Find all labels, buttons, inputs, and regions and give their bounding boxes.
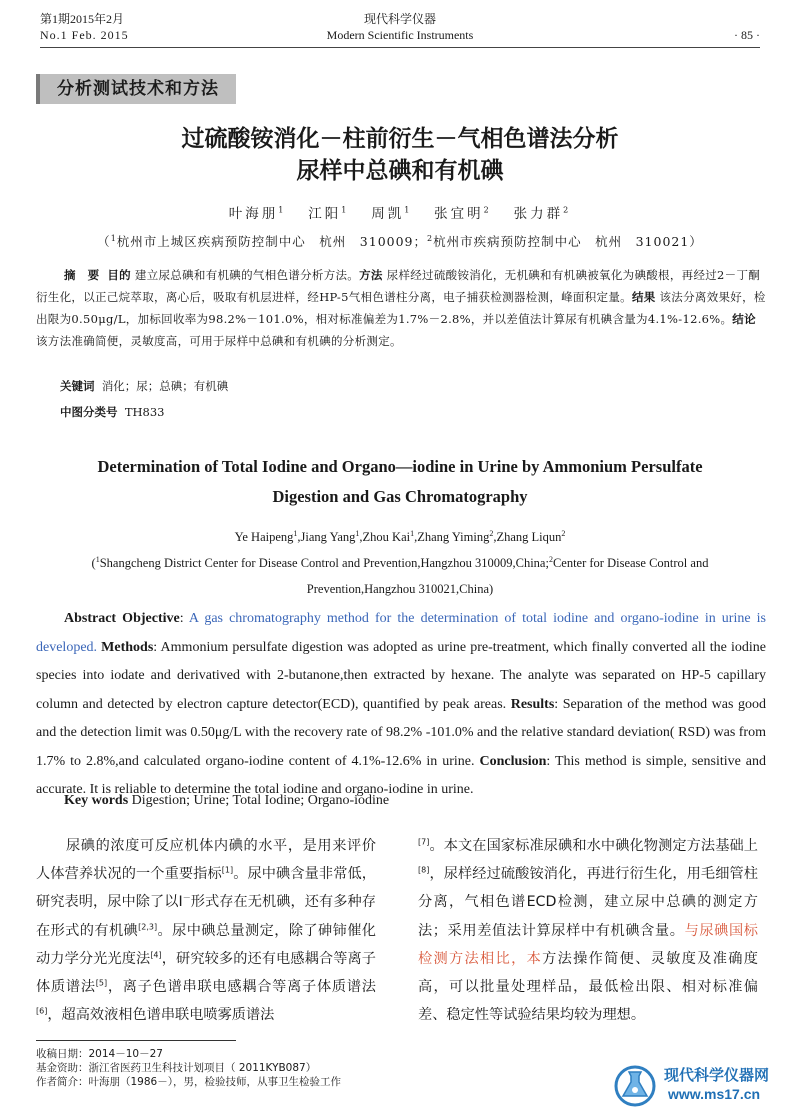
citation: [8] (418, 865, 430, 875)
affiliation-cn (40, 232, 760, 250)
body-text: 。尿中碘含量非常低，研究表明，尿中除了以I (36, 866, 376, 911)
conclusion-text: 该方法准确简便，灵敏度高，可用于尿样中总碘和有机碘的分析测定。 (36, 334, 402, 348)
conclusion-label: 结论 (732, 312, 756, 326)
author-cn: 张宜明 (434, 206, 484, 222)
body-text: 方法操作简便、灵敏度及准确度高，可以批量处理样品，最低检出限、相对标准偏差、稳定性等试验结果均较为理想。 (418, 950, 758, 1024)
methods-en-text: : Ammonium persulfate digestion was adopted as urine pre-treatment, which finally converted all the iodine species into iodate and derivatived with 2-butanone,then extracted by hexane. The analyte was separated on HP-5 capillary column and detected by electron capture detector(ECD), quantified by peak areas. (36, 639, 766, 712)
conclusion-en-label: Conclusion (479, 753, 547, 769)
funding-note: 基金资助：浙江省医药卫生科技计划项目（ 2011KYB087） (36, 1062, 317, 1074)
page-number: · 85 · (734, 28, 760, 42)
abstract-label: 摘 要 (64, 268, 100, 282)
clc-number (60, 404, 164, 420)
watermark-name: 现代科学仪器网 (664, 1066, 770, 1084)
abstract-en-label: Abstract Objective (64, 611, 180, 626)
affiliation-en-2a: Center for Disease Control and (552, 556, 709, 570)
author-en: Zhou Kai (362, 530, 411, 544)
body-text: ，尿样经过硫酸铵消化，再进行衍生化，用毛细管柱分离，气相色谱ECD检测，建立尿中总碘的测定方法；采用差值法计算尿样中有机碘含量。 (418, 866, 758, 939)
title-en-line1: Determination of Total Iodine and Organo—iodine in Urine by Ammonium Persulfate (97, 457, 703, 476)
body-text: 。尿中碘总量测定，除了砷铈催化动力学分光光度法 (36, 922, 376, 967)
authors-en: Ye Haipeng$^1$,Jiang Yang$^1$,Zhou Kai$^1$,Zhang Yiming$^2$,Zhang Liqun$^2$ (234, 528, 566, 544)
keywords-text: 消化；尿；总碘；有机碘 (101, 379, 229, 393)
author-sup: 2 (561, 528, 566, 538)
body-text: 形式存在无机碘，还有多种存在形式的有机碘 (36, 894, 376, 939)
flask-logo-icon (612, 1062, 658, 1108)
author-cn: 周凯 (371, 206, 405, 222)
keywords-cn (60, 378, 228, 394)
author-cn: 叶海朋 (228, 206, 279, 222)
body-text: 。本文在国家标准尿碘和水中碘化物测定方法基础上 (429, 838, 758, 854)
author-sup: 2 (563, 205, 572, 215)
affil-sup: 2 (427, 233, 434, 243)
author-sup: 1 (410, 528, 415, 538)
method-text: 尿样经过硫酸铵消化，无机碘和有机碘被氧化为碘酸根，再经过2－丁酮衍生化，以正己烷萃取，离心后，吸取有机层进样，经HP-5气相色谱柱分离，电子捕获检测器检测，峰面积定量。 (36, 268, 761, 304)
body-right-column (418, 832, 758, 1029)
author-cn: 江阳 (308, 206, 342, 222)
issue-cn: 第1期2015年2月 (40, 12, 125, 26)
objective-en-text: A gas chromatography method for the determination of total iodine and organo-iodine in urine is developed. (36, 611, 766, 655)
affiliation-1: 杭州市上城区疾病预防控制中心 杭州 310009； (116, 234, 427, 249)
section-label: 分析测试技术和方法 (36, 74, 236, 104)
affil-sup: 2 (548, 554, 553, 564)
author-sup: 1 (355, 528, 360, 538)
header-rule (40, 47, 760, 48)
result-label: 结果 (631, 290, 656, 304)
citation: [7] (418, 837, 430, 847)
author-sup: 1 (404, 205, 413, 215)
keywords-en-text: Digestion; Urine; Total Iodine; Organo-iodine (128, 793, 390, 808)
paren-open: （ (97, 234, 111, 249)
footnote-rule (36, 1040, 236, 1041)
affiliation-en-line1 (40, 553, 760, 573)
received-date: 收稿日期：2014－10－27 (36, 1048, 163, 1060)
citation: [5] (95, 978, 108, 988)
abstract-en: Abstract Objective: A gas chromatography method for the determination of total iodine and organo-iodine in urine is developed. Methods: Ammonium persulfate digestion was adopted as urine pre-treatment, which finally converted all the iodine species into iodate and derivatived with 2-butanone,then extracted by hexane. The analyte was separated on HP-5 capillary column and detected by electron capture detector(ECD), quantified by peak areas. Results: Separation of the method was good and the detection limit was 0.50μg/L with the recovery rate of 98.2% -101.0% and the relative standard deviation( RSD) was from 1.7% to 2.8%,and calculated organo-iodine content of 4.1%-12.6% in urine. Conclusion: This method is simple, sensitive and accurate. It is reliable to determine the total iodine and organo-iodine in urine. (36, 611, 767, 797)
author-cn: 张力群 (513, 206, 564, 222)
title-cn-line2: 尿样中总碘和有机碘 (296, 158, 504, 184)
author-en: Ye Haipeng (234, 530, 294, 544)
objective-label: 目的 (107, 268, 131, 282)
affil-sup: 1 (110, 233, 117, 243)
author-sup: 1 (341, 205, 350, 215)
body-text: ，超高效液相色谱串联电喷雾质谱法 (47, 1007, 275, 1024)
title-en-line2: Digestion and Gas Chromatography (272, 487, 528, 506)
affil-sup: 1 (95, 554, 100, 564)
affiliation-en-line2: Prevention,Hangzhou 310021,China) (306, 582, 494, 596)
affiliation-2: 杭州市疾病预防控制中心 杭州 310021） (433, 234, 703, 249)
clc-text: TH833 (124, 405, 165, 419)
citation: [6] (36, 1006, 48, 1016)
title-cn-line1: 过硫酸铵消化－柱前衍生－气相色谱法分析 (181, 126, 619, 152)
superscript: － (182, 893, 191, 903)
keywords-en (64, 793, 389, 809)
citation: [4] (150, 950, 162, 960)
results-en-label: Results (510, 696, 555, 712)
watermark-url: www.ms17.cn (668, 1086, 761, 1102)
issue-en: No.1 Feb. 2015 (40, 28, 129, 42)
author-sup: 1 (293, 528, 298, 538)
body-text: ，研究较多的还有电感耦合等离子体质谱法 (36, 950, 376, 996)
method-label: 方法 (359, 268, 383, 282)
results-en-text: : Separation of the method was good and the detection limit was 0.50μg/L with the recovery rate of 98.2% -101.0% and the relative standard deviation( RSD) was from 1.7% to 2.8%,and calculated organo-iodine content of 4.1%-12.6% in urine. (36, 696, 767, 769)
abstract-cn (36, 264, 766, 352)
keywords-label: 关键词 (60, 379, 95, 393)
clc-label: 中图分类号 (60, 405, 118, 419)
author-bio: 作者简介：叶海朋（1986－），男，检验技师，从事卫生检验工作 (36, 1076, 341, 1088)
keywords-en-label: Key words (64, 793, 129, 808)
authors-cn (60, 202, 740, 222)
affiliation-en-1: Shangcheng District Center for Disease Control and Prevention,Hangzhou 310009,China; (99, 556, 549, 570)
author-sup: 1 (278, 205, 287, 215)
result-text: 该法分离效果好，检出限为0.50μg/L，加标回收率为98.2%－101.0%，相对标准偏差为1.7%－2.8%，并以差值法计算尿有机碘含量为4.1%-12.6%。 (36, 290, 766, 326)
citation: [1] (221, 865, 234, 875)
body-text: ，离子色谱串联电感耦合等离子体质谱法 (107, 979, 376, 996)
site-watermark (612, 1060, 797, 1110)
citation: [2,3] (138, 921, 158, 931)
author-sup: 2 (483, 205, 492, 215)
paren-open: ( (91, 556, 96, 570)
methods-en-label: Methods (101, 639, 154, 655)
author-en: Zhang Yiming (417, 530, 490, 544)
conclusion-en-text: : This method is simple, sensitive and accurate. It is reliable to determine the total iodine and organo-iodine in urine. (36, 753, 766, 797)
author-en: Jiang Yang (300, 530, 356, 544)
author-en: Zhang Liqun (496, 530, 562, 544)
highlighted-text: 与尿碘国标检测方法相比，本 (418, 922, 758, 967)
author-sup: 2 (489, 528, 494, 538)
body-text: 尿碘的浓度可反应机体内碘的水平，是用来评价人体营养状况的一个重要指标 (36, 838, 376, 883)
journal-en: Modern Scientific Instruments (326, 28, 474, 42)
journal-cn: 现代科学仪器 (363, 12, 436, 26)
objective-text: 建立尿总碘和有机碘的气相色谱分析方法。 (130, 268, 360, 282)
body-left-column (36, 832, 376, 1029)
